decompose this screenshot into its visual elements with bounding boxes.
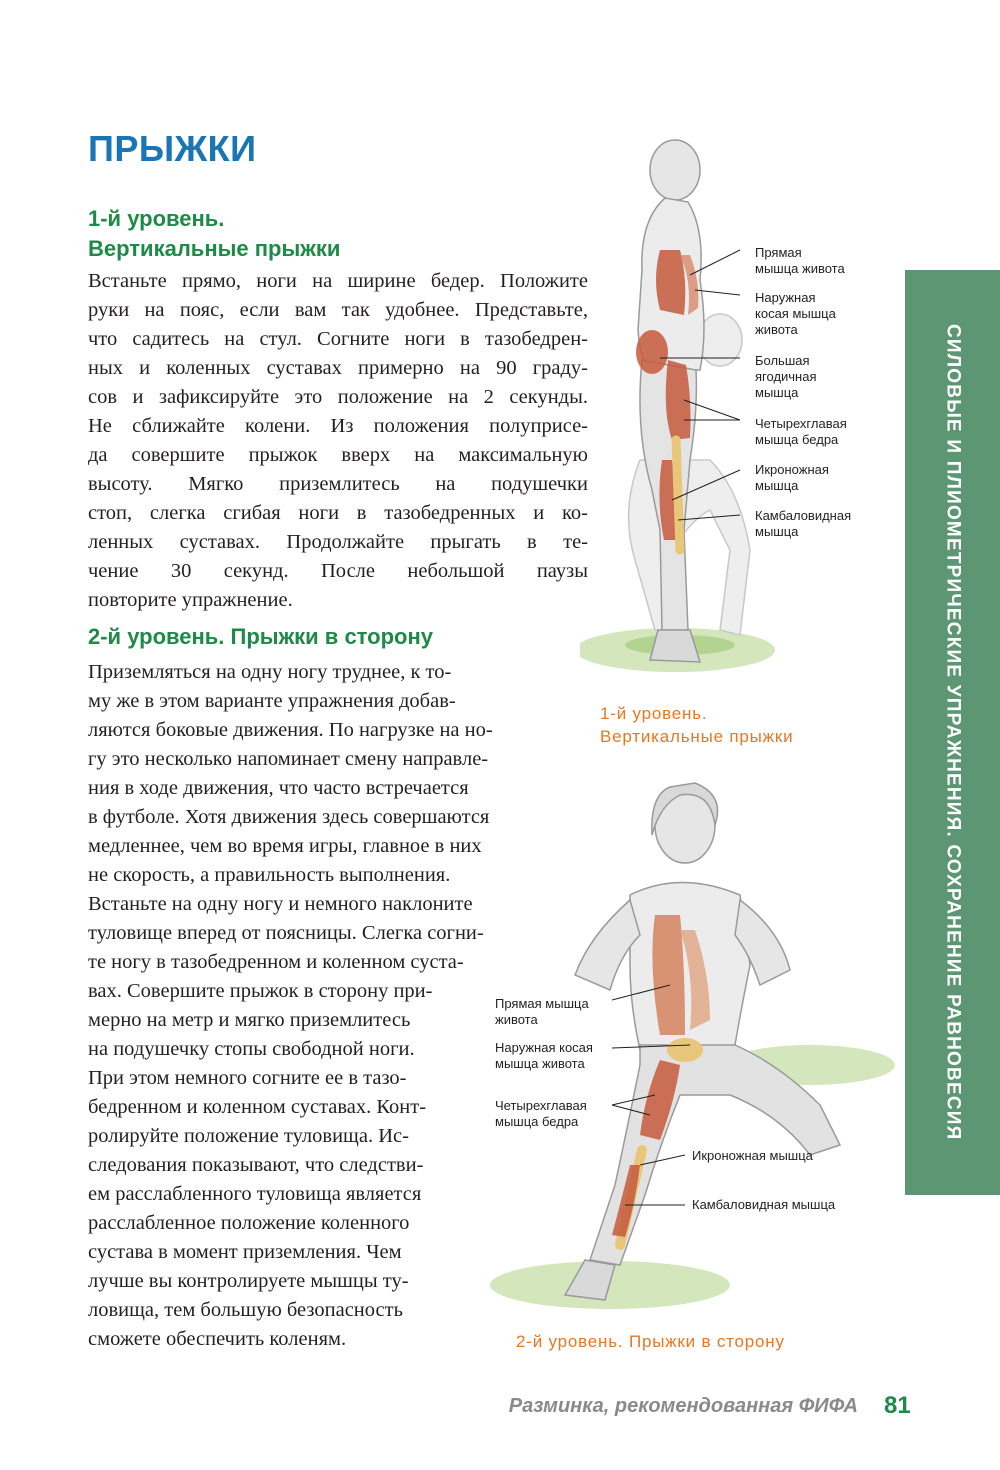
- label-gastrocnemius-2: Икроножная мышца: [692, 1148, 813, 1163]
- vertical-jump-illustration: [580, 130, 880, 700]
- text-line: лучше вы контролируете мышцы ту-: [88, 1270, 409, 1292]
- label-external-oblique-2: Наружная косая мышца живота: [495, 1040, 593, 1071]
- figure1-caption: 1-й уровень. Вертикальные прыжки: [600, 704, 794, 746]
- athlete-figure: [565, 783, 840, 1300]
- text-line: медленнее, чем во время игры, главное в них: [88, 835, 482, 857]
- page-title: ПРЫЖКИ: [88, 128, 257, 169]
- text-line: ния в ходе движения, что часто встречается: [88, 777, 469, 799]
- text-line: те ногу в тазобедренном и коленном суста-: [88, 951, 464, 973]
- label-soleus: Камбаловидная мышца: [755, 508, 852, 539]
- text-line: что садитесь на стул. Согните ноги в тазобедрен-: [88, 328, 588, 350]
- text-line: в футболе. Хотя движения здесь совершаются: [88, 806, 490, 828]
- text-line: чение 30 секунд. После небольшой паузы: [88, 560, 588, 582]
- text-line: стоп, слегка сгибая ноги в тазобедренных и ко-: [88, 502, 588, 524]
- section1-body: [88, 267, 588, 615]
- label-quadriceps: Четырехглавая мышца бедра: [755, 416, 847, 447]
- quadriceps-muscle: [666, 360, 691, 440]
- section1-heading: [88, 204, 340, 264]
- text-line: гу это несколько напоминает смену направле-: [88, 748, 489, 770]
- text-line: При этом немного согните ее в тазо-: [88, 1067, 407, 1089]
- gluteus-muscle: [636, 330, 668, 374]
- text-line: бедренном и коленном суставах. Конт-: [88, 1096, 427, 1118]
- text-line: руки на пояс, если вам так удобнее. Представьте,: [88, 299, 588, 321]
- section1-heading-line: 1-й уровень.: [88, 206, 225, 231]
- rectus-abdominis-muscle: [652, 915, 685, 1035]
- text-line: ленных суставах. Продолжайте прыгать в те-: [88, 531, 588, 553]
- text-line: на подушечку стопы свободной ноги.: [88, 1038, 415, 1060]
- text-line: да совершите прыжок вверх на максимальную: [88, 444, 588, 466]
- text-line: ловища, тем большую безопасность: [88, 1299, 403, 1321]
- section2-heading: 2-й уровень. Прыжки в сторону: [88, 624, 434, 649]
- section1-heading-line: Вертикальные прыжки: [88, 236, 341, 261]
- running-footer-title: Разминка, рекомендованная ФИФА: [508, 1395, 858, 1417]
- label-gluteus-maximus: Большая ягодичная мышца: [755, 353, 817, 400]
- page-number: 81: [884, 1392, 911, 1419]
- label-quadriceps-2: Четырехглавая мышца бедра: [495, 1098, 587, 1129]
- text-line: мерно на метр и мягко приземлитесь: [88, 1009, 411, 1031]
- text-line: ных и коленных суставах примерно на 90 граду-: [88, 357, 588, 379]
- rectus-abdominis-muscle: [656, 250, 685, 315]
- text-line: вах. Совершите прыжок в сторону при-: [88, 980, 433, 1002]
- text-line: не скорость, а правильность выполнения.: [88, 864, 451, 886]
- text-line: туловище вперед от поясницы. Слегка согни-: [88, 922, 484, 944]
- text-line: повторите упражнение.: [88, 589, 293, 611]
- tibia-bone: [676, 440, 680, 550]
- label-external-oblique: Наружная косая мышца живота: [755, 290, 836, 337]
- label-rectus-abdominis-2: Прямая мышца живота: [495, 996, 589, 1027]
- text-line: сустава в момент приземления. Чем: [88, 1241, 402, 1263]
- figure2-caption: 2-й уровень. Прыжки в сторону: [516, 1332, 785, 1351]
- text-line: ем расслабленного туловища является: [88, 1183, 422, 1205]
- text-line: следования показывают, что следстви-: [88, 1154, 424, 1176]
- text-line: Встаньте на одну ногу и немного наклоните: [88, 893, 473, 915]
- hip-bone: [667, 1038, 703, 1062]
- label-gastrocnemius: Икроножная мышца: [755, 462, 829, 493]
- text-line: Встаньте прямо, ноги на ширине бедер. Положите: [88, 270, 588, 292]
- text-line: ролируйте положение туловища. Ис-: [88, 1125, 409, 1147]
- text-line: расслабленное положение коленного: [88, 1212, 410, 1234]
- text-line: сов и зафиксируйте это положение на 2 секунды.: [88, 386, 588, 408]
- text-line: му же в этом варианте упражнения добав-: [88, 690, 456, 712]
- text-line: высоту. Мягко приземлитесь на подушечки: [88, 473, 588, 495]
- text-line: Приземляться на одну ногу труднее, к то-: [88, 661, 452, 683]
- text-line: сможете обеспечить коленям.: [88, 1328, 347, 1350]
- text-line: ляются боковые движения. По нагрузке на но-: [88, 719, 493, 741]
- label-rectus-abdominis: Прямая мышца живота: [755, 245, 845, 276]
- text-line: Не сближайте колени. Из положения полуприсе-: [88, 415, 588, 437]
- sidebar-chapter-title: СИЛОВЫЕ И ПЛИОМЕТРИЧЕСКИЕ УПРАЖНЕНИЯ. СОХРАНЕНИЕ РАВНОВЕСИЯ: [942, 324, 964, 1141]
- label-soleus-2: Камбаловидная мышца: [692, 1197, 836, 1212]
